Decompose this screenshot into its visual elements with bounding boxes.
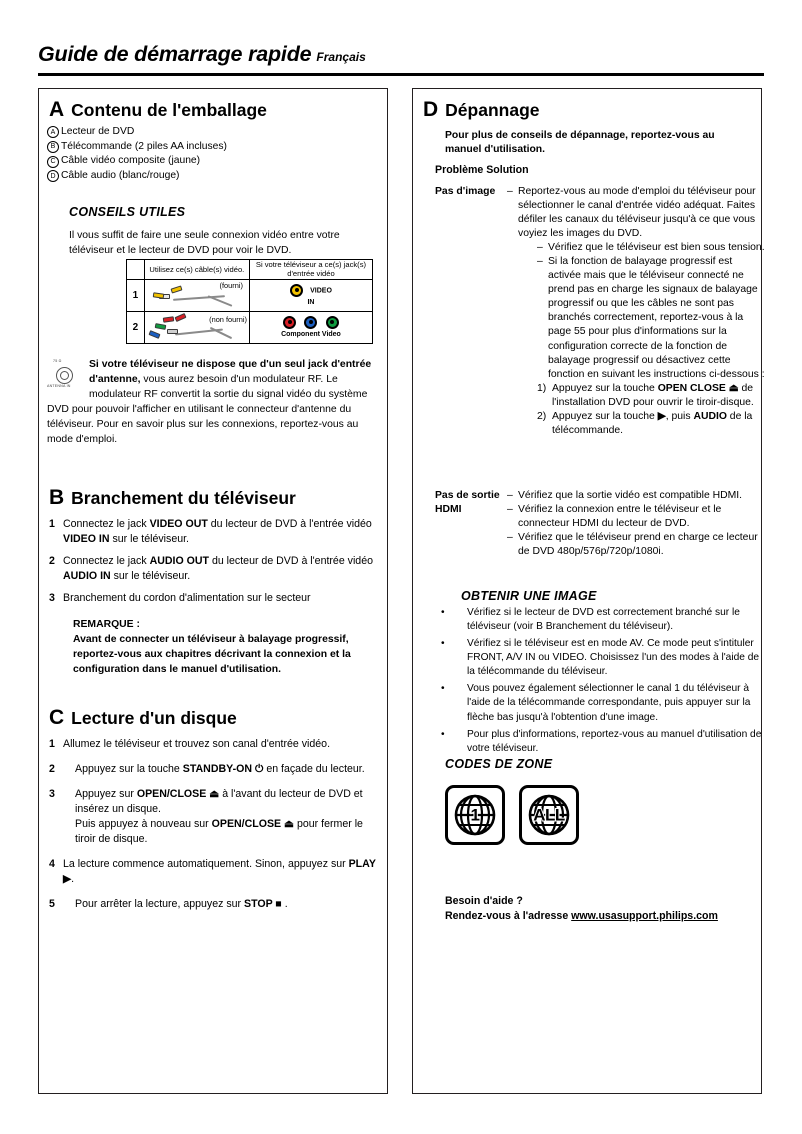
play-icon: ▶ xyxy=(63,873,72,886)
dash-marker: – xyxy=(537,256,543,268)
step-number: 1 xyxy=(49,518,55,530)
list-item xyxy=(507,503,765,531)
dash-marker: – xyxy=(507,532,513,544)
bullet-text: Vous pouvez également sélectionner le canal 1 du téléviseur à l'aide de la télécommande correspondante, puis appuyer sur la flèche bas jusqu'à l'obtention d'une image. xyxy=(467,683,751,723)
section-b-steps xyxy=(49,517,379,606)
bullet-marker: • xyxy=(441,638,445,650)
obtain-image-heading: OBTENIR UNE IMAGE xyxy=(461,589,597,603)
region-code-label: 1 xyxy=(470,805,480,825)
left-column xyxy=(38,88,388,1094)
section-b-heading xyxy=(49,487,296,508)
eject-icon: ⏏ xyxy=(725,382,739,394)
list-item xyxy=(49,897,381,912)
help-footer xyxy=(445,894,718,925)
row-number: 1 xyxy=(127,279,145,311)
page-header xyxy=(38,42,764,67)
solution-text: Reportez-vous au mode d'emploi du téléviseur pour sélectionner le canal d'entrée vidéo adéquat. Faites défiler les canaux du téléviseur jusqu'à ce que vous voyiez les images du DVD. xyxy=(518,186,756,240)
bullet-text: Vérifiez si le lecteur de DVD est correctement branché sur le téléviseur (voir B Branchement du téléviseur). xyxy=(467,607,740,633)
list-item xyxy=(507,185,765,241)
marker-d-icon: D xyxy=(47,170,59,182)
header-divider xyxy=(38,73,764,76)
problem-no-picture xyxy=(435,185,765,438)
solution-text: Si la fonction de balayage progressif est activée mais que le téléviseur connecté ne prend pas en charge les signaux de balayage progressif ou que les câbles ne sont pas branchés correctement, reportez-vous à la page 55 pour plus d'informations sur la configuration correcte de la fonction de balayage progressif ou désactivez cette fonction en suivant les instructions ci-dessous : xyxy=(548,256,765,380)
list-item xyxy=(49,517,379,547)
page-title: Guide de démarrage rapide xyxy=(38,42,312,66)
list-item xyxy=(49,787,381,847)
substep-number: 2) xyxy=(537,410,547,422)
help-question: Besoin d'aide ? xyxy=(445,895,523,907)
list-item xyxy=(49,591,379,606)
substep-text: Appuyez sur la touche OPEN CLOSE ⏏ de l'installation DVD pour ouvrir le tiroir-disque. xyxy=(552,382,754,408)
solution-text: Vérifiez que le téléviseur est bien sous tension. xyxy=(548,242,765,254)
solution-text: Vérifiez que la sortie vidéo est compatible HDMI. xyxy=(518,490,743,501)
list-item xyxy=(507,489,765,503)
component-jack-red-icon xyxy=(283,316,296,329)
step-text: Connectez le jack VIDEO OUT du lecteur de DVD à l'entrée vidéo VIDEO IN sur le téléviseur. xyxy=(63,518,372,546)
step-number: 5 xyxy=(49,898,55,911)
step-text: Connectez le jack AUDIO OUT du lecteur de DVD à l'entrée vidéo AUDIO IN sur le téléviseur. xyxy=(63,555,373,583)
helpful-tips-heading: CONSEILS UTILES xyxy=(69,205,186,219)
problem-solutions xyxy=(507,489,765,559)
list-item xyxy=(47,125,377,140)
step-text: Allumez le téléviseur et trouvez son canal d'entrée vidéo. xyxy=(63,738,331,750)
remark-title: REMARQUE : xyxy=(73,619,140,630)
right-column xyxy=(412,88,765,1094)
list-item xyxy=(47,154,377,169)
list-item xyxy=(49,737,381,752)
help-address-line xyxy=(445,909,718,924)
section-d-title: Dépannage xyxy=(445,100,540,120)
section-d-heading xyxy=(423,99,540,120)
list-item xyxy=(435,682,763,724)
row-number: 2 xyxy=(127,311,145,343)
table-header-cable: Utilisez ce(s) câble(s) vidéo. xyxy=(144,260,249,280)
play-icon: ▶ xyxy=(657,410,666,422)
step-text: La lecture commence automatiquement. Sinon, appuyez sur PLAY ▶. xyxy=(63,858,376,886)
list-item xyxy=(537,241,765,255)
region-code-all-icon xyxy=(519,785,579,845)
section-a-letter: A xyxy=(49,98,65,121)
substep-number: 1) xyxy=(537,382,547,394)
eject-icon: ⏏ xyxy=(206,788,220,801)
list-item-label: Câble vidéo composite (jaune) xyxy=(61,155,201,167)
problem-no-hdmi-output xyxy=(435,489,765,559)
substep-text: Appuyez sur la touche ▶, puis AUDIO de la télécommande. xyxy=(552,410,753,436)
section-b-title: Branchement du téléviseur xyxy=(71,488,296,508)
step-number: 2 xyxy=(49,763,55,776)
antenna-in-label: ANTENNA IN xyxy=(47,384,71,388)
package-contents-list xyxy=(47,125,377,183)
antenna-note xyxy=(47,357,377,447)
page-language: Français xyxy=(316,50,366,64)
dash-marker: – xyxy=(537,242,543,254)
region-code-1-icon xyxy=(445,785,505,845)
section-a-heading xyxy=(49,99,267,120)
list-item-label: Télécommande (2 piles AA incluses) xyxy=(61,140,227,152)
list-item xyxy=(47,169,377,184)
section-d-letter: D xyxy=(423,98,439,121)
dash-marker: – xyxy=(507,186,513,197)
marker-a-icon: A xyxy=(47,126,59,138)
step-text: Pour arrêter la lecture, appuyez sur STOP ■ . xyxy=(75,898,288,911)
antenna-note-bold: Si votre téléviseur ne dispose que d'un seul jack d'entrée d'antenne, xyxy=(89,359,372,386)
section-a-title: Contenu de l'emballage xyxy=(71,100,267,120)
list-item xyxy=(537,410,765,438)
problem-solution-header: Problème Solution xyxy=(435,164,529,176)
remark-body: Avant de connecter un téléviseur à balayage progressif, reportez-vous aux chapitres décrivant la connexion et la configuration dans le manuel d'utilisation. xyxy=(73,634,351,676)
problem-label: Pas de sortie HDMI xyxy=(435,490,500,516)
helpful-tips-block xyxy=(69,205,369,258)
list-item xyxy=(507,531,765,559)
antenna-note-rest: vous aurez besoin d'un modulateur RF. Le modulateur RF convertit la sortie du signal vidéo du système DVD pour pouvoir l'afficher en utilisant le connecteur d'antenne du téléviseur. Pour en savoir plus sur les connexions, reportez-vous au mode d'emploi. xyxy=(47,374,368,446)
problem-label: Pas d'image xyxy=(435,186,496,197)
table-corner-cell xyxy=(127,260,145,280)
bullet-text: Pour plus d'informations, reportez-vous au manuel d'utilisation de votre téléviseur. xyxy=(467,728,762,754)
not-supplied-label: (non fourni) xyxy=(209,314,247,324)
section-c-title: Lecture d'un disque xyxy=(71,708,237,728)
component-jack-blue-icon xyxy=(304,316,317,329)
solution-text: Vérifiez que le téléviseur prend en charge ce lecteur de DVD 480p/576p/720p/1080i. xyxy=(518,532,758,558)
list-item xyxy=(435,637,763,679)
list-item-label: Lecteur de DVD xyxy=(61,126,135,137)
remark-block xyxy=(73,617,373,677)
composite-cable-illustration xyxy=(144,279,249,311)
list-item-label: Câble audio (blanc/rouge) xyxy=(61,169,180,181)
antenna-impedance-label: 75 Ω xyxy=(53,359,62,363)
list-item xyxy=(49,762,381,777)
helpful-tips-body: Il vous suffit de faire une seule connexion vidéo entre votre téléviseur et le lecteur de DVD pour voir le DVD. xyxy=(69,230,340,257)
step-number: 3 xyxy=(49,592,55,605)
antenna-jack-icon xyxy=(47,357,87,393)
section-b-letter: B xyxy=(49,486,65,509)
component-jack-green-icon xyxy=(326,316,339,329)
step-number: 3 xyxy=(49,788,55,801)
step-text: Appuyez sur OPEN/CLOSE ⏏ à l'avant du lecteur de DVD et insérez un disque. Puis appuyez à nouveau sur OPEN/CLOSE ⏏ pour fermer le tiroir de disque. xyxy=(75,788,363,846)
section-c-heading xyxy=(49,707,237,728)
list-item xyxy=(435,606,763,634)
connection-table xyxy=(126,259,373,344)
table-row xyxy=(127,311,373,343)
step-number: 4 xyxy=(49,858,55,871)
section-c-steps xyxy=(49,737,381,912)
video-in-jack-cell xyxy=(249,279,372,311)
list-item xyxy=(49,857,381,887)
step-number: 2 xyxy=(49,555,55,568)
dash-marker: – xyxy=(507,490,513,501)
stop-icon: ■ xyxy=(272,898,282,911)
marker-b-icon: B xyxy=(47,141,59,153)
bullet-marker: • xyxy=(441,683,445,695)
bullet-marker: • xyxy=(441,607,445,618)
zone-codes-block xyxy=(445,757,579,845)
table-header-row xyxy=(127,260,373,280)
table-header-jack: Si votre téléviseur a ce(s) jack(s) d'entrée vidéo xyxy=(249,260,372,280)
dash-marker: – xyxy=(507,504,513,516)
bullet-marker: • xyxy=(441,728,445,740)
supplied-label: (fourni) xyxy=(219,280,243,290)
step-number: 1 xyxy=(49,738,55,750)
video-in-label: VIDEO IN xyxy=(307,287,332,306)
step-text: Appuyez sur la touche STANDBY-ON ⏻ en façade du lecteur. xyxy=(75,763,365,776)
bullet-text: Vérifiez si le téléviseur est en mode AV. Ce mode peut s'intituler FRONT, A/V IN ou VIDEO. Choisissez l'un des modes à l'aide de la télécommande du téléviseur. xyxy=(467,638,760,678)
solution-text: Vérifiez la connexion entre le téléviseur et le connecteur HDMI du lecteur de DVD. xyxy=(518,504,722,530)
eject-icon: ⏏ xyxy=(281,818,295,831)
component-cable-illustration xyxy=(144,311,249,343)
support-url-link[interactable]: www.usasupport.philips.com xyxy=(571,910,718,923)
troubleshooting-intro: Pour plus de conseils de dépannage, reportez-vous au manuel d'utilisation. xyxy=(445,130,715,156)
list-item xyxy=(435,728,763,756)
marker-c-icon: C xyxy=(47,156,59,168)
step-text: Branchement du cordon d'alimentation sur le secteur xyxy=(63,592,311,605)
video-in-jack-icon xyxy=(290,284,303,297)
list-item xyxy=(537,255,765,381)
list-item xyxy=(49,554,379,584)
component-video-jacks-cell xyxy=(249,311,372,343)
section-c-letter: C xyxy=(49,706,65,729)
problem-solutions xyxy=(507,185,765,438)
help-address-prefix: Rendez-vous à l'adresse xyxy=(445,910,572,923)
power-icon: ⏻ xyxy=(252,763,267,776)
obtain-image-block xyxy=(435,589,763,756)
zone-codes-heading: CODES DE ZONE xyxy=(445,757,553,771)
list-item xyxy=(47,140,377,155)
list-item xyxy=(537,382,765,410)
region-code-label: ALL xyxy=(533,805,565,825)
table-row xyxy=(127,279,373,311)
component-video-label: Component Video xyxy=(281,330,341,338)
